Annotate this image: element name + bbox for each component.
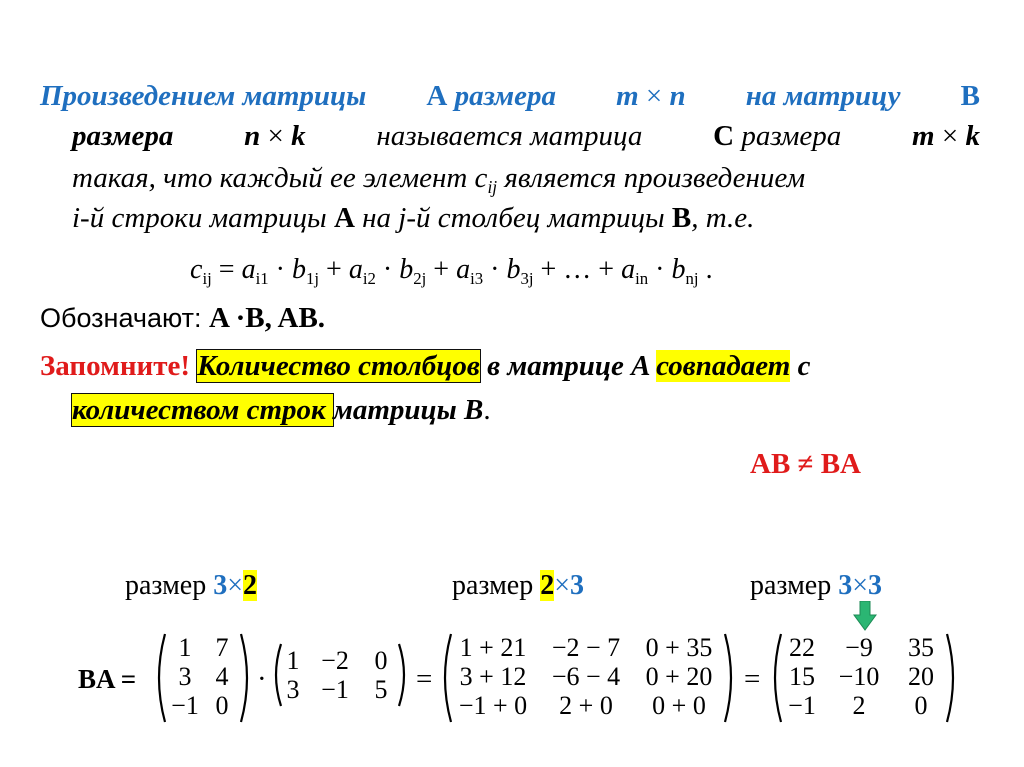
- size-word-label: размер: [750, 570, 839, 601]
- m2-cell: 5: [374, 675, 388, 704]
- f-a2: a: [348, 254, 363, 285]
- remember-text-b: матрицы B: [333, 394, 484, 426]
- m4-cell: 2: [852, 691, 866, 720]
- m1-cell: 3: [178, 662, 192, 691]
- m3-cell: −6 − 4: [551, 662, 621, 691]
- f-b1-sub: 1j: [305, 268, 320, 288]
- f-dot3: ·: [483, 254, 507, 285]
- remember-line-2: [72, 392, 491, 428]
- m3-cell: 0 + 20: [645, 662, 713, 691]
- equals-sign-1: =: [416, 663, 433, 695]
- size-word: размера: [454, 80, 556, 112]
- def-text-3: такая, что каждый ее элемент c: [72, 162, 488, 194]
- non-commutative-note: AB ≠ BA: [750, 448, 861, 480]
- f-b1: b: [291, 254, 306, 285]
- times-sign: ×: [645, 80, 663, 112]
- size-times: ×: [227, 570, 244, 601]
- f-a1-sub: i1: [255, 268, 269, 288]
- times-sign-2: ×: [267, 120, 284, 152]
- remember-label: Запомните!: [40, 350, 191, 382]
- ba-label: BA =: [78, 664, 137, 694]
- size-cols: 3: [570, 570, 585, 601]
- f-b3-sub: 3j: [520, 268, 534, 288]
- def-text-4a: i-й строки матрицы: [72, 202, 334, 234]
- m4-cell: 15: [789, 662, 815, 691]
- m2-cell: 0: [374, 646, 388, 675]
- remember-text-a: в матрице A: [479, 350, 657, 382]
- f-end: .: [698, 254, 713, 285]
- f-dot2: ·: [375, 254, 400, 285]
- cij-sub: ij: [487, 177, 498, 198]
- f-an-sub: in: [635, 268, 649, 288]
- matrix-b-label: B: [960, 80, 980, 112]
- size-label-3: [750, 568, 882, 604]
- size-cols: 3: [868, 570, 883, 601]
- size-word-2: размера: [72, 120, 174, 152]
- size-times: ×: [852, 570, 869, 601]
- notation-line: [40, 300, 325, 336]
- size-cols-highlight: 2: [243, 570, 258, 601]
- f-plus2: +: [426, 254, 457, 285]
- f-plus1: +: [319, 254, 349, 285]
- highlight-columns-count: Количество столбцов: [197, 350, 480, 382]
- var-n-2: n: [244, 120, 261, 152]
- notation-label: Обозначают:: [40, 303, 210, 333]
- highlight-coincides: совпадает: [656, 350, 791, 382]
- m3-cell: 2 + 0: [559, 691, 613, 720]
- var-k-2: k: [965, 120, 980, 152]
- size-rows: 3: [838, 570, 853, 601]
- m4-cell: 0: [914, 691, 928, 720]
- equals-sign-2: =: [744, 663, 761, 695]
- f-dot1: ·: [268, 254, 292, 285]
- m4-cell: 22: [789, 633, 815, 662]
- f-b3: b: [506, 254, 521, 285]
- m4-cell: −1: [788, 691, 816, 720]
- m3-cell: 0 + 35: [645, 633, 713, 662]
- def-text-3-end: является произведением: [497, 162, 806, 194]
- element-formula: [190, 252, 713, 288]
- m1-cell: 4: [215, 662, 229, 691]
- right-paren-m4: [944, 632, 962, 724]
- size-word-label: размер: [452, 570, 541, 601]
- notation-value: A ·B, AB.: [209, 302, 326, 334]
- matrix-1: [165, 633, 239, 720]
- size-label-1: [125, 568, 257, 604]
- f-ellipsis: + … +: [533, 254, 622, 285]
- f-b2: b: [399, 254, 414, 285]
- matrix-2: [282, 646, 396, 704]
- var-k: k: [291, 120, 306, 152]
- definition-line-2: [72, 118, 980, 154]
- remember-line-1: [40, 348, 810, 384]
- matrix-4: [780, 633, 948, 720]
- var-m-2: m: [912, 120, 935, 152]
- f-bn: b: [671, 254, 686, 285]
- f-c: c: [190, 254, 203, 285]
- size-times: ×: [554, 570, 571, 601]
- called-matrix-text: называется матрица: [376, 120, 643, 152]
- var-n: n: [669, 80, 686, 112]
- m2-cell: −2: [321, 646, 349, 675]
- f-a3-sub: i3: [470, 268, 484, 288]
- size-word-label: размер: [125, 570, 214, 601]
- def-text-4b: на j-й столбец матрицы: [354, 202, 672, 234]
- m1-cell: 0: [215, 691, 229, 720]
- m4-cell: −9: [845, 633, 873, 662]
- m3-cell: 0 + 0: [652, 691, 706, 720]
- size-rows-highlight: 2: [540, 570, 555, 601]
- m2-cell: 3: [286, 675, 300, 704]
- size-word-3: размера: [741, 120, 842, 152]
- times-sign-3: ×: [941, 120, 959, 152]
- size-label-2: [452, 568, 584, 604]
- m1-cell: 1: [178, 633, 192, 662]
- m3-cell: −2 − 7: [551, 633, 621, 662]
- matrix-3: [450, 633, 722, 720]
- dot-operator: ·: [257, 663, 267, 695]
- f-a2-sub: i2: [362, 268, 376, 288]
- f-dot4: ·: [648, 254, 672, 285]
- matrix-c-label: C: [713, 120, 735, 152]
- definition-line-1: [40, 78, 980, 114]
- m1-cell: −1: [171, 691, 199, 720]
- down-arrow-icon: [853, 601, 877, 631]
- f-an: a: [621, 254, 636, 285]
- m4-cell: −10: [838, 662, 880, 691]
- def-text-1: Произведением матрицы: [40, 80, 367, 112]
- remember-text-with: с: [790, 350, 811, 382]
- m3-cell: 1 + 21: [459, 633, 527, 662]
- f-a1: a: [241, 254, 256, 285]
- matrix-b-ref: B: [671, 202, 692, 234]
- right-paren-m1: [238, 632, 256, 724]
- m2-cell: 1: [286, 646, 300, 675]
- matrix-a-ref: A: [333, 202, 355, 234]
- f-eq: =: [211, 254, 242, 285]
- right-paren-m2: [396, 642, 412, 708]
- m1-cell: 7: [215, 633, 229, 662]
- def-text-4c: , т.е.: [691, 202, 755, 234]
- m3-cell: 3 + 12: [459, 662, 527, 691]
- on-matrix-text: на матрицу: [745, 80, 901, 112]
- highlight-rows-count: количеством строк: [72, 394, 333, 426]
- m4-cell: 20: [908, 662, 934, 691]
- f-c-sub: ij: [202, 268, 212, 288]
- m2-cell: −1: [321, 675, 349, 704]
- f-b2-sub: 2j: [413, 268, 427, 288]
- definition-line-3: [72, 160, 805, 196]
- var-m: m: [616, 80, 639, 112]
- m4-cell: 35: [908, 633, 934, 662]
- size-rows: 3: [213, 570, 228, 601]
- f-bn-sub: nj: [685, 268, 699, 288]
- right-paren-m3: [722, 632, 740, 724]
- f-a3: a: [456, 254, 471, 285]
- definition-line-4: [72, 200, 754, 236]
- remember-period: .: [483, 394, 491, 426]
- m3-cell: −1 + 0: [458, 691, 528, 720]
- matrix-a-label: A: [426, 80, 448, 112]
